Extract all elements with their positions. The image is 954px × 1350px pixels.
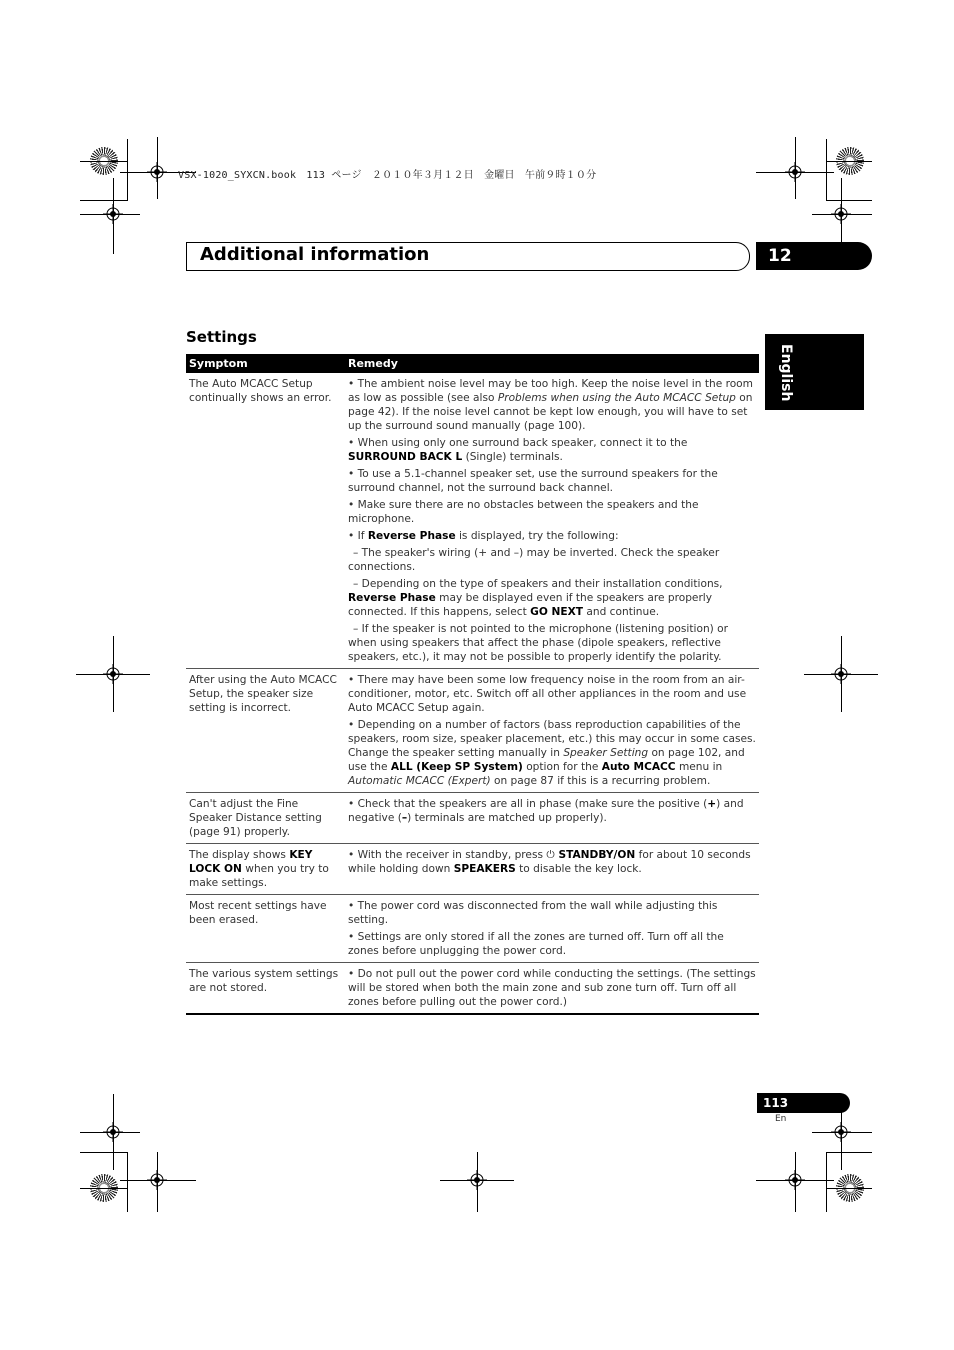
- symptom-cell: The Auto MCACC Setup continually shows an error.: [186, 373, 345, 669]
- table-row: [186, 844, 759, 895]
- table-row: [186, 373, 759, 669]
- symptom-cell: Can't adjust the Fine Speaker Distance setting (page 91) properly.: [186, 793, 345, 844]
- remedy-cell: • Check that the speakers are all in phase (make sure the positive (+) and negative (–) terminals are matched up properly).: [345, 793, 759, 844]
- remedy-cell: • With the receiver in standby, press ⏻ STANDBY/ON for about 10 seconds while holding down SPEAKERS to disable the key lock.: [345, 844, 759, 895]
- remedy-cell: • The power cord was disconnected from the wall while adjusting this setting. • Settings are only stored if all the zones are turned off. Turn off all the zones before unplugging the power cord.: [345, 895, 759, 963]
- settings-troubleshooting-table: [186, 354, 759, 1015]
- remedy-cell: • Do not pull out the power cord while conducting the settings. (The settings will be stored when both the main zone and sub zone turn off. Turn off all zones before pulling out the power cord.): [345, 963, 759, 1015]
- section-title: Settings: [186, 328, 257, 346]
- symptom-cell: Most recent settings have been erased.: [186, 895, 345, 963]
- table-row: [186, 963, 759, 1015]
- column-header-symptom: Symptom: [186, 354, 345, 373]
- table-row: [186, 895, 759, 963]
- remedy-cell: • The ambient noise level may be too high. Keep the noise level in the room as low as possible (see also Problems when using the Auto MCACC Setup on page 42). If the noise level cannot be kept low enough, you will have to set up the surround sound manually (page 100). • When using only one surround back speaker, connect it to the SURROUND BACK L (Single) terminals. • To use a 5.1-channel speaker set, use the surround speakers for the surround channel, not the surround back channel. • Make sure there are no obstacles between the speakers and the microphone. • If Reverse Phase is displayed, try the following: – The speaker's wiring (+ and –) may be inverted. Check the speaker connections. – Depending on the type of speakers and their installation conditions, Reverse Phase may be displayed even if the speakers are properly connected. If this happens, select GO NEXT and continue. – If the speaker is not pointed to the microphone (listening position) or when using speakers that affect the phase (dipole speakers, reflective speakers, etc.), it may not be possible to properly identify the polarity.: [345, 373, 759, 669]
- chapter-number: 12: [756, 242, 872, 270]
- language-tab-label: English: [778, 344, 794, 402]
- symptom-cell: The display shows KEY LOCK ON when you try to make settings.: [186, 844, 345, 895]
- symptom-cell: After using the Auto MCACC Setup, the speaker size setting is incorrect.: [186, 669, 345, 793]
- table-row: [186, 669, 759, 793]
- page-number: 113: [757, 1093, 850, 1113]
- symptom-cell: The various system settings are not stored.: [186, 963, 345, 1015]
- book-print-header: VSX-1020_SYXCN.book 113 ページ ２０１０年３月１２日 金曜日 午前９時１０分: [178, 170, 597, 181]
- column-header-remedy: Remedy: [345, 354, 759, 373]
- power-icon: ⏻: [546, 849, 555, 861]
- chapter-title: Additional information: [200, 244, 430, 265]
- table-row: [186, 793, 759, 844]
- table-header-row: [186, 354, 759, 373]
- page-language-code: En: [775, 1114, 787, 1124]
- remedy-cell: • There may have been some low frequency noise in the room from an air-conditioner, motor, etc. Switch off all other appliances in the room and use Auto MCACC Setup again. • Depending on a number of factors (bass reproduction capabilities of the speakers, room size, speaker placement, etc.) this may occur in some cases. Change the speaker setting manually in Speaker Setting on page 102, and use the ALL (Keep SP System) option for the Auto MCACC menu in Automatic MCACC (Expert) on page 87 if this is a recurring problem.: [345, 669, 759, 793]
